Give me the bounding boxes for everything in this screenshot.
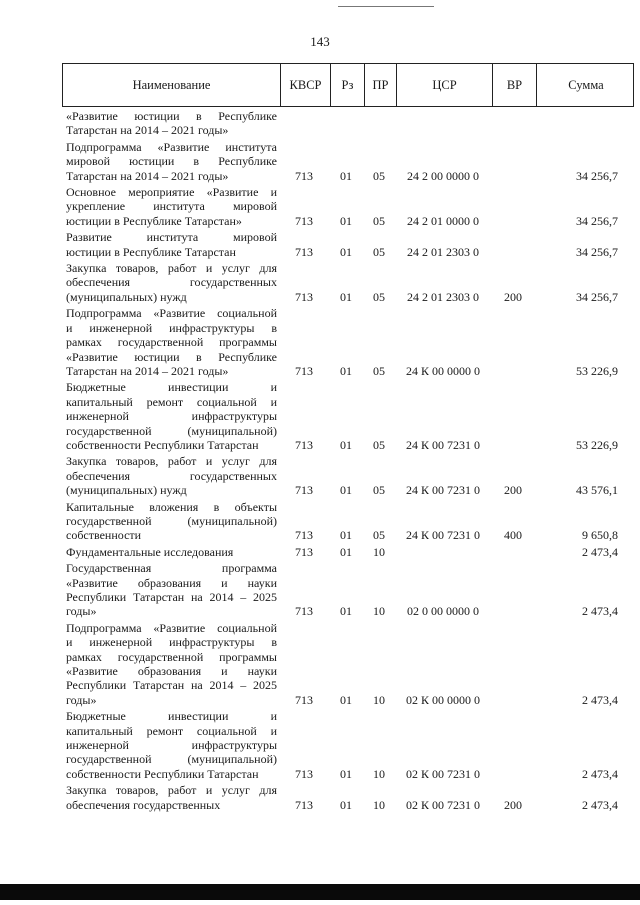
table-row <box>62 261 634 304</box>
row-name-line: «Развитие юстиции в Республике <box>66 109 277 123</box>
table-row <box>62 500 634 543</box>
row-name-line: обеспечения государственных <box>66 468 277 483</box>
cell-csr: 02 0 00 0000 0 <box>407 604 479 619</box>
header-name: Наименование <box>132 77 211 92</box>
table-row <box>62 306 634 378</box>
row-name-line: рамках государственной программы <box>66 335 277 350</box>
cell-sum: 2 473,4 <box>582 797 618 812</box>
cell-kvsr: 713 <box>295 168 313 183</box>
cell-vr: 200 <box>504 797 522 812</box>
header-csr: ЦСР <box>396 64 492 106</box>
row-name <box>62 140 279 183</box>
row-name-line: собственности <box>66 528 142 543</box>
row-name-line: юстиции в Республике Татарстан» <box>66 213 242 228</box>
cell-rz: 01 <box>340 528 352 543</box>
cell-pr: 05 <box>373 244 385 259</box>
table-body <box>62 109 634 812</box>
row-name-line: «Развитие образования и науки <box>66 575 277 590</box>
cell-sum: 34 256,7 <box>576 213 618 228</box>
row-name-line: годы» <box>66 692 97 707</box>
row-name-line: Подпрограмма «Развитие социальной <box>66 620 277 635</box>
cell-vr: 200 <box>504 483 522 498</box>
row-name-line: Бюджетные инвестиции и <box>66 380 277 395</box>
row-name <box>62 709 279 781</box>
cell-rz: 01 <box>340 244 352 259</box>
cell-kvsr: 713 <box>295 437 313 452</box>
row-name-line: Закупка товаров, работ и услуг для <box>66 261 277 276</box>
cell-rz: 01 <box>340 168 352 183</box>
cell-csr: 24 К 00 7231 0 <box>405 483 480 498</box>
cell-rz: 01 <box>340 289 352 304</box>
row-name-line: капитальный ремонт социальной и <box>66 394 277 409</box>
cell-pr: 05 <box>373 289 385 304</box>
header-sum: Сумма <box>536 64 635 106</box>
cell-csr: 24 2 01 2303 0 <box>407 289 479 304</box>
cell-kvsr: 713 <box>295 483 313 498</box>
row-name <box>62 185 279 228</box>
table-row <box>62 185 634 228</box>
row-name-line: (муниципальных) нужд <box>66 483 187 498</box>
cell-kvsr: 713 <box>295 766 313 781</box>
cell-rz: 01 <box>340 483 352 498</box>
cell-kvsr: 713 <box>295 604 313 619</box>
row-name-line: государственной (муниципальной) <box>66 752 277 767</box>
scan-edge-bar <box>0 884 640 900</box>
cell-sum: 2 473,4 <box>582 766 618 781</box>
cell-sum: 53 226,9 <box>576 437 618 452</box>
row-name <box>62 261 279 304</box>
row-name-line: укрепление института мировой <box>66 199 277 214</box>
cell-csr: 24 К 00 0000 0 <box>405 363 480 378</box>
cell-rz: 01 <box>340 213 352 228</box>
cell-rz: 01 <box>340 797 352 812</box>
row-name-line: Подпрограмма «Развитие института <box>66 139 277 154</box>
cell-kvsr: 713 <box>295 363 313 378</box>
cell-csr: 24 К 00 7231 0 <box>405 437 480 452</box>
header-rz: Рз <box>330 64 364 106</box>
row-name-line: годы» <box>66 604 97 619</box>
row-name-line: Фундаментальные исследования <box>66 544 234 559</box>
cell-rz: 01 <box>340 363 352 378</box>
budget-table <box>62 63 634 812</box>
row-name-line: Развитие института мировой <box>66 230 277 245</box>
cell-kvsr: 713 <box>295 692 313 707</box>
row-name-line: капитальный ремонт социальной и <box>66 723 277 738</box>
row-name-line: Закупка товаров, работ и услуг для <box>66 783 277 798</box>
table-row <box>62 783 634 812</box>
row-name-line: Татарстан на 2014 – 2021 годы» <box>66 123 229 138</box>
table-row <box>62 109 634 138</box>
cell-kvsr: 713 <box>295 544 313 559</box>
cell-pr: 10 <box>373 604 385 619</box>
cell-sum: 2 473,4 <box>582 544 618 559</box>
row-name-line: государственной (муниципальной) <box>66 513 277 528</box>
cell-kvsr: 713 <box>295 213 313 228</box>
table-row <box>62 230 634 259</box>
row-name-line: Государственная программа <box>66 561 277 576</box>
cell-pr: 05 <box>373 437 385 452</box>
page-number: 143 <box>310 34 330 49</box>
table-row <box>62 140 634 183</box>
row-name-line: (муниципальных) нужд <box>66 289 187 304</box>
cell-sum: 9 650,8 <box>582 528 618 543</box>
top-rule <box>338 6 434 7</box>
cell-pr: 10 <box>373 766 385 781</box>
row-name-line: обеспечения государственных <box>66 797 221 812</box>
row-name-line: «Развитие образования и науки <box>66 664 277 679</box>
cell-pr: 10 <box>373 797 385 812</box>
row-name <box>62 230 279 259</box>
cell-sum: 34 256,7 <box>576 244 618 259</box>
table-row <box>62 545 634 559</box>
cell-pr: 10 <box>373 544 385 559</box>
cell-sum: 2 473,4 <box>582 604 618 619</box>
row-name <box>62 500 279 543</box>
row-name-line: Подпрограмма «Развитие социальной <box>66 306 277 321</box>
header-vr: ВР <box>492 64 536 106</box>
row-name-line: Закупка товаров, работ и услуг для <box>66 454 277 469</box>
cell-kvsr: 713 <box>295 289 313 304</box>
cell-csr: 24 2 00 0000 0 <box>407 168 479 183</box>
row-name-line: обеспечения государственных <box>66 275 277 290</box>
cell-vr: 400 <box>504 528 522 543</box>
row-name <box>62 454 279 497</box>
row-name-line: собственности Республики Татарстан <box>66 437 259 452</box>
row-name-line: Капитальные вложения в объекты <box>66 499 277 514</box>
cell-pr: 05 <box>373 168 385 183</box>
row-name-line: «Развитие юстиции в Республике <box>66 349 277 364</box>
row-name <box>62 783 279 812</box>
table-row <box>62 380 634 452</box>
cell-pr: 05 <box>373 483 385 498</box>
cell-rz: 01 <box>340 604 352 619</box>
cell-sum: 43 576,1 <box>576 483 618 498</box>
cell-rz: 01 <box>340 544 352 559</box>
row-name-line: рамках государственной программы <box>66 649 277 664</box>
cell-csr: 02 К 00 7231 0 <box>405 766 480 781</box>
row-name <box>62 109 279 138</box>
cell-pr: 05 <box>373 528 385 543</box>
row-name-line: и инженерной инфраструктуры в <box>66 320 277 335</box>
cell-vr: 200 <box>504 289 522 304</box>
cell-rz: 01 <box>340 437 352 452</box>
row-name-line: мировой юстиции в Республике <box>66 154 277 169</box>
row-name-line: Республики Татарстан на 2014 – 2025 <box>66 678 277 693</box>
cell-pr: 10 <box>373 692 385 707</box>
cell-kvsr: 713 <box>295 797 313 812</box>
cell-pr: 05 <box>373 213 385 228</box>
cell-pr: 05 <box>373 363 385 378</box>
row-name-line: юстиции в Республике Татарстан <box>66 244 236 259</box>
row-name-line: Татарстан на 2014 – 2021 годы» <box>66 363 229 378</box>
cell-rz: 01 <box>340 692 352 707</box>
cell-csr: 02 К 00 0000 0 <box>405 692 480 707</box>
row-name-line: инженерной инфраструктуры <box>66 738 277 753</box>
row-name-line: Бюджетные инвестиции и <box>66 709 277 724</box>
row-name-line: Республики Татарстан на 2014 – 2025 <box>66 590 277 604</box>
row-name-line: инженерной инфраструктуры <box>66 409 277 424</box>
row-name <box>62 380 279 452</box>
cell-kvsr: 713 <box>295 528 313 543</box>
table-row <box>62 561 634 619</box>
row-name <box>62 545 279 559</box>
cell-sum: 34 256,7 <box>576 289 618 304</box>
row-name-line: и инженерной инфраструктуры в <box>66 635 277 650</box>
cell-kvsr: 713 <box>295 244 313 259</box>
row-name-line: Основное мероприятие «Развитие и <box>66 185 277 200</box>
table-row <box>62 454 634 497</box>
row-name-line: государственной (муниципальной) <box>66 423 277 438</box>
cell-sum: 53 226,9 <box>576 363 618 378</box>
table-row <box>62 621 634 707</box>
cell-csr: 02 К 00 7231 0 <box>405 797 480 812</box>
row-name <box>62 621 279 707</box>
table-header <box>62 63 634 107</box>
header-pr: ПР <box>364 64 396 106</box>
header-kvsr: КВСР <box>280 64 330 106</box>
cell-csr: 24 К 00 7231 0 <box>405 528 480 543</box>
cell-sum: 2 473,4 <box>582 692 618 707</box>
row-name <box>62 306 279 378</box>
row-name-line: Татарстан на 2014 – 2021 годы» <box>66 168 229 183</box>
cell-sum: 34 256,7 <box>576 168 618 183</box>
row-name-line: собственности Республики Татарстан <box>66 766 259 781</box>
table-row <box>62 709 634 781</box>
cell-csr: 24 2 01 2303 0 <box>407 244 479 259</box>
row-name <box>62 561 279 619</box>
cell-csr: 24 2 01 0000 0 <box>407 213 479 228</box>
cell-rz: 01 <box>340 766 352 781</box>
